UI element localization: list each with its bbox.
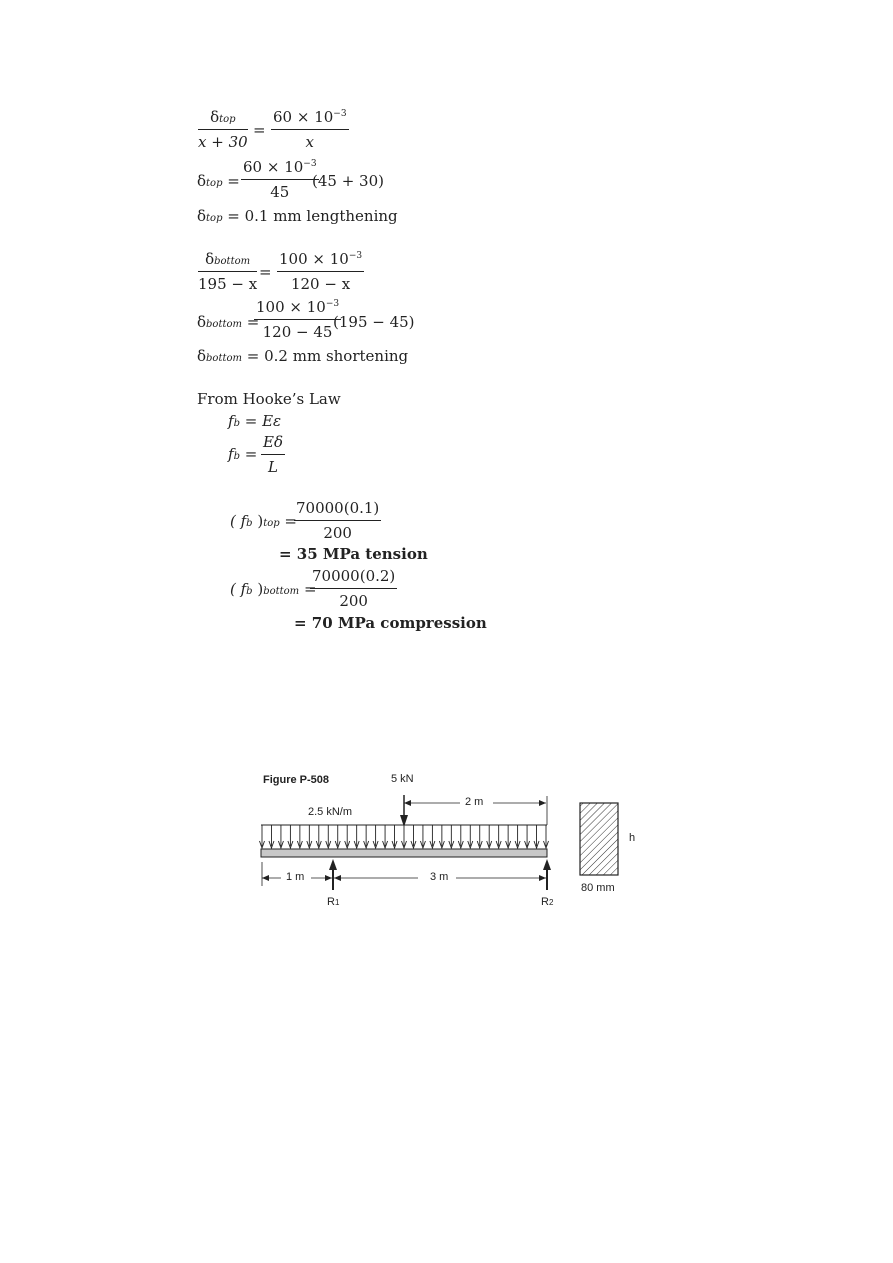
udl-arrowhead	[354, 841, 359, 848]
udl-arrowhead	[506, 841, 511, 848]
exponent: −3	[333, 109, 347, 119]
udl-arrowhead	[307, 841, 312, 848]
udl-arrowhead	[515, 841, 520, 848]
udl-arrowhead	[326, 841, 331, 848]
udl-arrowhead	[345, 841, 350, 848]
udl-arrowhead	[449, 841, 454, 848]
r2-label: R2	[541, 896, 554, 908]
udl-arrowhead	[477, 841, 482, 848]
r2-arrowhead	[543, 859, 551, 870]
udl-arrowhead	[260, 841, 265, 848]
udl-arrowhead	[364, 841, 369, 848]
dim-1m-label: 1 m	[286, 871, 305, 883]
point-load-label: 5 kN	[391, 773, 414, 785]
udl-arrowhead	[534, 841, 539, 848]
cross-section	[580, 803, 618, 875]
udl-arrowhead	[335, 841, 340, 848]
udl-label: 2.5 kN/m	[308, 806, 353, 818]
fb-bottom-result: = 70 MPa compression	[294, 614, 487, 632]
bottom-result-line: δbottom = 0.2 mm shortening	[197, 347, 409, 365]
udl-arrowhead	[297, 841, 302, 848]
width-label: 80 mm	[581, 882, 615, 894]
udl-arrowhead	[544, 841, 549, 848]
udl-arrowhead	[269, 841, 274, 848]
equals-sign: =	[259, 263, 272, 281]
delta-symbol: δ	[197, 172, 207, 190]
point-load-arrowhead	[400, 815, 408, 827]
figure-title: Figure P-508	[263, 774, 330, 786]
top-subscript: top	[219, 114, 236, 125]
udl-arrowhead	[439, 841, 444, 848]
top-result-line: δtop = 0.1 mm lengthening	[197, 207, 398, 225]
r1-label: R1	[327, 896, 340, 908]
equals-sign: =	[253, 121, 266, 139]
top-subscript: top	[206, 178, 223, 189]
udl-arrowhead	[411, 841, 416, 848]
udl-arrowhead	[392, 841, 397, 848]
delta-symbol: δ	[210, 108, 220, 126]
udl-arrows	[260, 825, 549, 848]
udl-arrowhead	[487, 841, 492, 848]
fb-top-result: = 35 MPa tension	[279, 545, 428, 563]
r1-arrowhead	[329, 859, 337, 870]
udl-arrowhead	[288, 841, 293, 848]
udl-arrowhead	[468, 841, 473, 848]
beam	[261, 849, 547, 857]
udl-arrowhead	[458, 841, 463, 848]
denominator-x: x	[305, 133, 315, 151]
height-label: h	[629, 832, 636, 844]
denominator-x-plus-30: x + 30	[198, 133, 248, 151]
udl-arrowhead	[420, 841, 425, 848]
hooke-eq-1: fb = Eε	[228, 412, 282, 430]
udl-arrowhead	[525, 841, 530, 848]
top-solve-tail: (45 + 30)	[312, 172, 384, 190]
udl-arrowhead	[402, 841, 407, 848]
dim-2m-label: 2 m	[465, 796, 484, 808]
udl-arrowhead	[316, 841, 321, 848]
udl-arrowhead	[383, 841, 388, 848]
dim-3m-label: 3 m	[430, 871, 449, 883]
udl-arrowhead	[373, 841, 378, 848]
udl-arrowhead	[278, 841, 283, 848]
udl-arrowhead	[496, 841, 501, 848]
hooke-heading: From Hooke’s Law	[197, 390, 341, 408]
udl-arrowhead	[430, 841, 435, 848]
numerator-60e-3: 60 × 10	[273, 108, 334, 126]
